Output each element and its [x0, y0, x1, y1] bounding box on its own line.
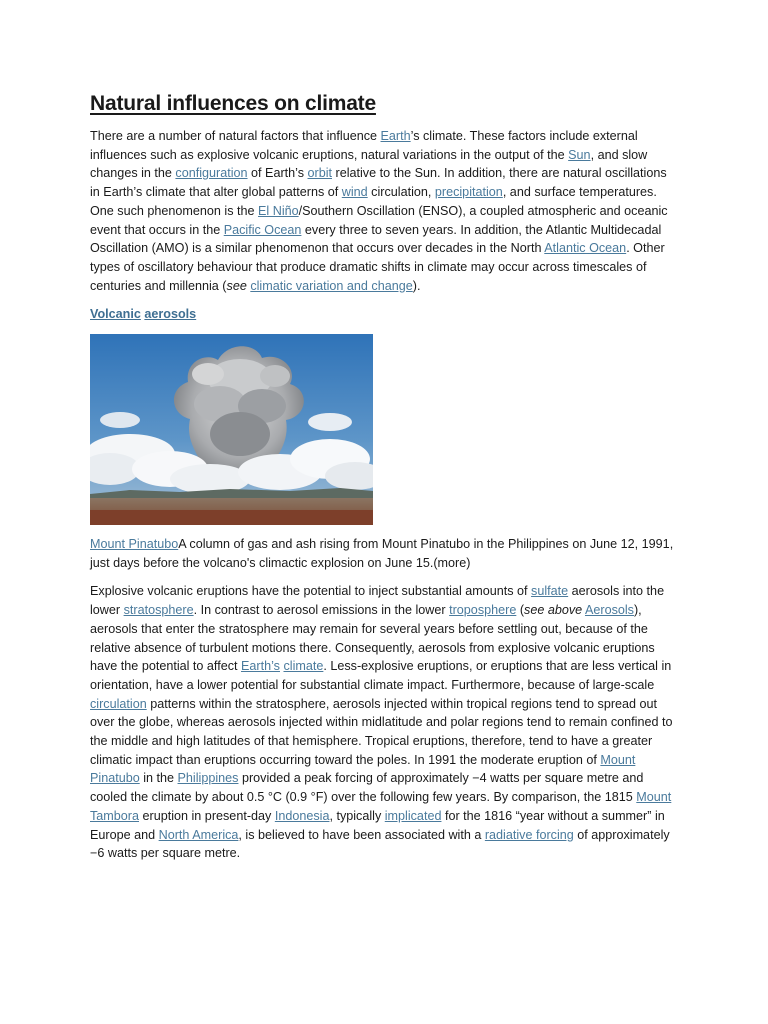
link-orbit[interactable]: orbit [307, 166, 333, 181]
link-implicated[interactable]: implicated [384, 808, 442, 823]
figure-caption: Mount PinatuboA column of gas and ash rising from Mount Pinatubo in the Philippines on June 12, 1991, just days before the volcano's climactic explosion on June 15.(more) [90, 537, 674, 570]
section-heading-volcanic-aerosols [90, 305, 678, 324]
link-philippines[interactable]: Philippines [177, 771, 239, 786]
link-aerosols-section[interactable]: Aerosols [584, 603, 634, 618]
link-aerosols[interactable]: aerosols [144, 307, 197, 322]
link-atlantic-ocean[interactable]: Atlantic Ocean [544, 241, 627, 256]
link-el-nino[interactable]: El Niño [258, 203, 299, 218]
paragraph-intro: There are a number of natural factors that influence Earth’s climate. These factors include external influences such as explosive volcanic eruptions, natural variations in the output of the Sun, and slow changes in the configuration of Earth’s orbit relative to the Sun. In addition, there are natural oscillations in Earth’s climate that alter global patterns of wind circulation, precipitation, and surface temperatures. One such phenomenon is the El Niño/Southern Oscillation (ENSO), a coupled atmospheric and oceanic event that occurs in the Pacific Ocean every three to seven years. In addition, the Atlantic Multidecadal Oscillation (AMO) is a similar phenomenon that occurs over decades in the North Atlantic Ocean. Other types of oscillatory behaviour that produce dramatic shifts in climate may occur across timescales of centuries and millennia (see climatic variation and change). [90, 129, 668, 293]
link-north-america[interactable]: North America [158, 827, 239, 842]
link-sun[interactable]: Sun [568, 147, 591, 162]
link-climatic-variation[interactable]: climatic variation and change [250, 278, 413, 293]
link-circulation[interactable]: circulation [90, 696, 147, 711]
page-title: Natural influences on climate [90, 92, 376, 115]
link-radiative-forcing[interactable]: radiative forcing [484, 827, 574, 842]
link-troposphere[interactable]: troposphere [449, 603, 517, 618]
link-wind[interactable]: wind [341, 185, 368, 200]
article [90, 92, 678, 863]
link-mount-pinatubo-caption[interactable]: Mount Pinatubo [90, 537, 179, 552]
link-stratosphere[interactable]: stratosphere [123, 603, 194, 618]
link-indonesia[interactable]: Indonesia [274, 808, 330, 823]
paragraph-volcanic: Explosive volcanic eruptions have the potential to inject substantial amounts of sulfate aerosols into the lower stratosphere. In contrast to aerosol emissions in the lower troposphere (see above Aerosols), aerosols that enter the stratosphere may remain for several years before settling out, because of the relative absence of turbulent motions there. Consequently, aerosols from explosive volcanic eruptions have the potential to affect Earth’s climate. Less-explosive eruptions, or eruptions that are less vertical in orientation, have a lower potential for substantial climate impact. Furthermore, because of large-scale circulation patterns within the stratosphere, aerosols injected within tropical regions tend to spread out over the globe, whereas aerosols injected within midlatitude and polar regions tend to remain confined to the middle and high latitudes of that hemisphere. Tropical eruptions, therefore, tend to have a greater climatic impact than eruptions occurring toward the poles. In 1991 the moderate eruption of Mount Pinatubo in the Philippines provided a peak forcing of approximately −4 watts per square metre and cooled the climate by about 0.5 °C (0.9 °F) over the following few years. By comparison, the 1815 Mount Tambora eruption in present-day Indonesia, typically implicated for the 1816 “year without a summer” in Europe and North America, is believed to have been associated with a radiative forcing of approximately −6 watts per square metre. [90, 584, 673, 861]
link-sulfate[interactable]: sulfate [531, 584, 569, 599]
link-configuration[interactable]: configuration [175, 166, 248, 181]
link-pacific-ocean[interactable]: Pacific Ocean [223, 222, 302, 237]
link-climate[interactable]: climate [283, 659, 324, 674]
link-mount-tambora[interactable]: Mount Tambora [90, 790, 672, 823]
link-mount-pinatubo[interactable]: Mount Pinatubo [90, 752, 636, 786]
volcanic-eruption-photo[interactable] [90, 334, 373, 525]
link-earth[interactable]: Earth [380, 129, 411, 143]
link-volcanic[interactable]: Volcanic [90, 307, 141, 322]
link-precipitation[interactable]: precipitation [434, 185, 503, 200]
link-earths[interactable]: Earth’s [241, 659, 280, 674]
